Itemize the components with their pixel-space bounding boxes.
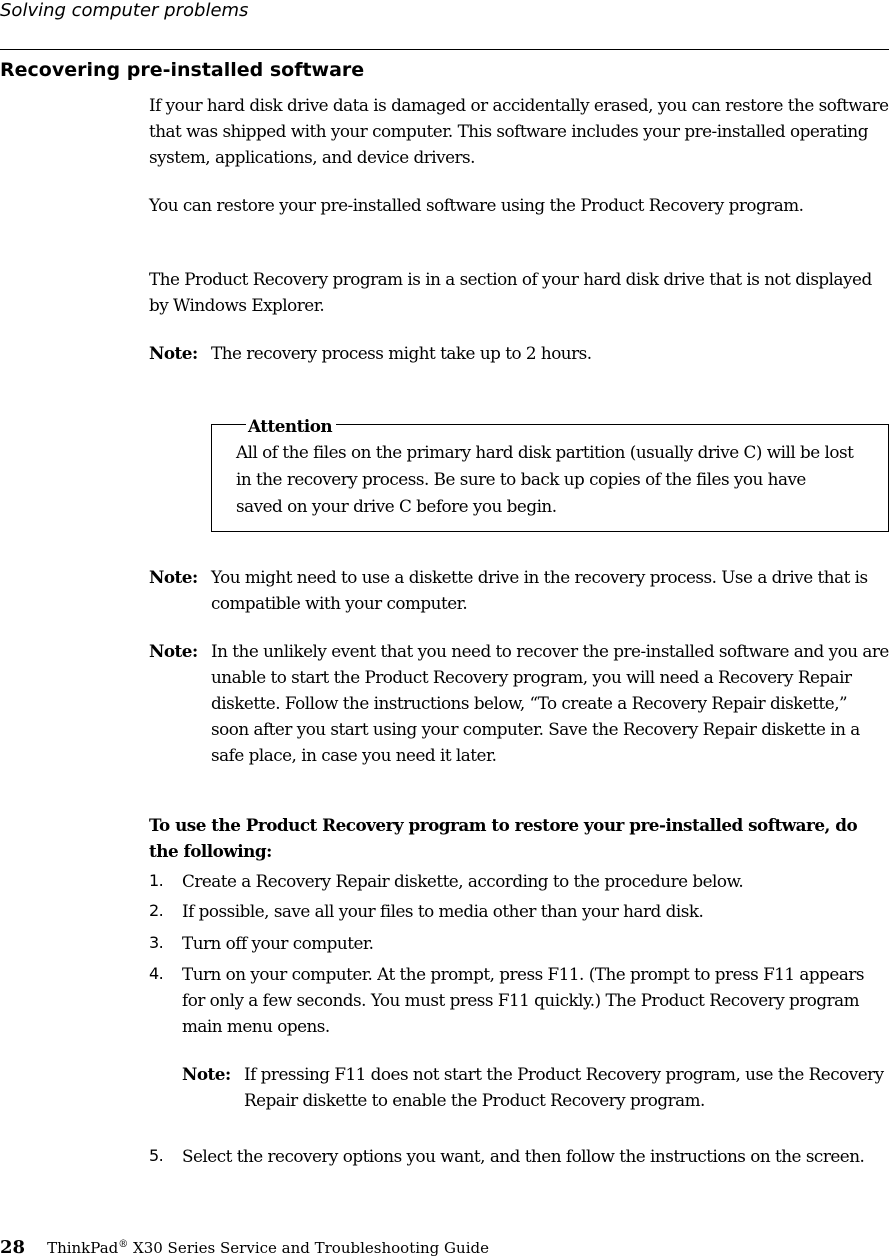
- note-text: You might need to use a diskette drive in the recovery process. Use a drive that is compatible with your computer.: [211, 567, 868, 613]
- note-text: In the unlikely event that you need to recover the pre-installed software and you are unable to start the Product Recovery program, you will need a Recovery Repair diskette. Follow the instructions below, “To create a Recovery Repair diskette,” soon after you start using your computer. Save the Recovery Repair diskette in a safe place, in case you need it later.: [211, 641, 889, 765]
- step-text: Select the recovery options you want, and then follow the instructions on the screen.: [182, 1146, 865, 1166]
- step-number: 1.: [149, 871, 164, 890]
- section-title: Recovering pre-installed software: [0, 59, 365, 81]
- running-header: Solving computer problems: [0, 0, 249, 21]
- note-label: Note:: [149, 641, 198, 661]
- note-label: Note:: [149, 343, 198, 363]
- paragraph-restore-method: You can restore your pre-installed software using the Product Recovery program.: [149, 195, 804, 215]
- header-rule: [0, 49, 889, 50]
- page-number: 28: [0, 1237, 26, 1258]
- note-label: Note:: [149, 567, 198, 587]
- step-number: 3.: [149, 933, 164, 952]
- attention-label: Attention: [246, 413, 336, 439]
- procedure-intro: To use the Product Recovery program to restore your pre-installed software, do the following:: [149, 815, 858, 861]
- book-title-suffix: X30 Series Service and Troubleshooting Guide: [128, 1239, 489, 1257]
- note-text: If pressing F11 does not start the Product Recovery program, use the Recovery Repair diskette to enable the Product Recovery program.: [244, 1064, 884, 1110]
- paragraph-hidden-partition: The Product Recovery program is in a section of your hard disk drive that is not displayed by Windows Explorer.: [149, 269, 872, 315]
- registered-mark: ®: [118, 1239, 129, 1250]
- step-number: 5.: [149, 1146, 164, 1165]
- step-text: Create a Recovery Repair diskette, according to the procedure below.: [182, 871, 744, 891]
- note-label: Note:: [182, 1064, 231, 1084]
- note-text: The recovery process might take up to 2 hours.: [211, 343, 592, 363]
- attention-text: All of the files on the primary hard disk partition (usually drive C) will be lost in the recovery process. Be sure to back up copies of the files you have saved on your drive C before you begin.: [236, 442, 854, 516]
- step-number: 2.: [149, 901, 164, 920]
- step-text: If possible, save all your files to media other than your hard disk.: [182, 901, 704, 921]
- step-text: Turn on your computer. At the prompt, press F11. (The prompt to press F11 appears for only a few seconds. You must press F11 quickly.) The Product Recovery program main menu opens.: [182, 964, 864, 1036]
- step-number: 4.: [149, 964, 164, 983]
- page-footer: [0, 1233, 489, 1260]
- book-title-prefix: ThinkPad: [47, 1239, 119, 1257]
- paragraph-restore-intro: If your hard disk drive data is damaged or accidentally erased, you can restore the software that was shipped with your computer. This software includes your pre-installed operating system, applications, and device drivers.: [149, 95, 889, 167]
- step-text: Turn off your computer.: [182, 933, 374, 953]
